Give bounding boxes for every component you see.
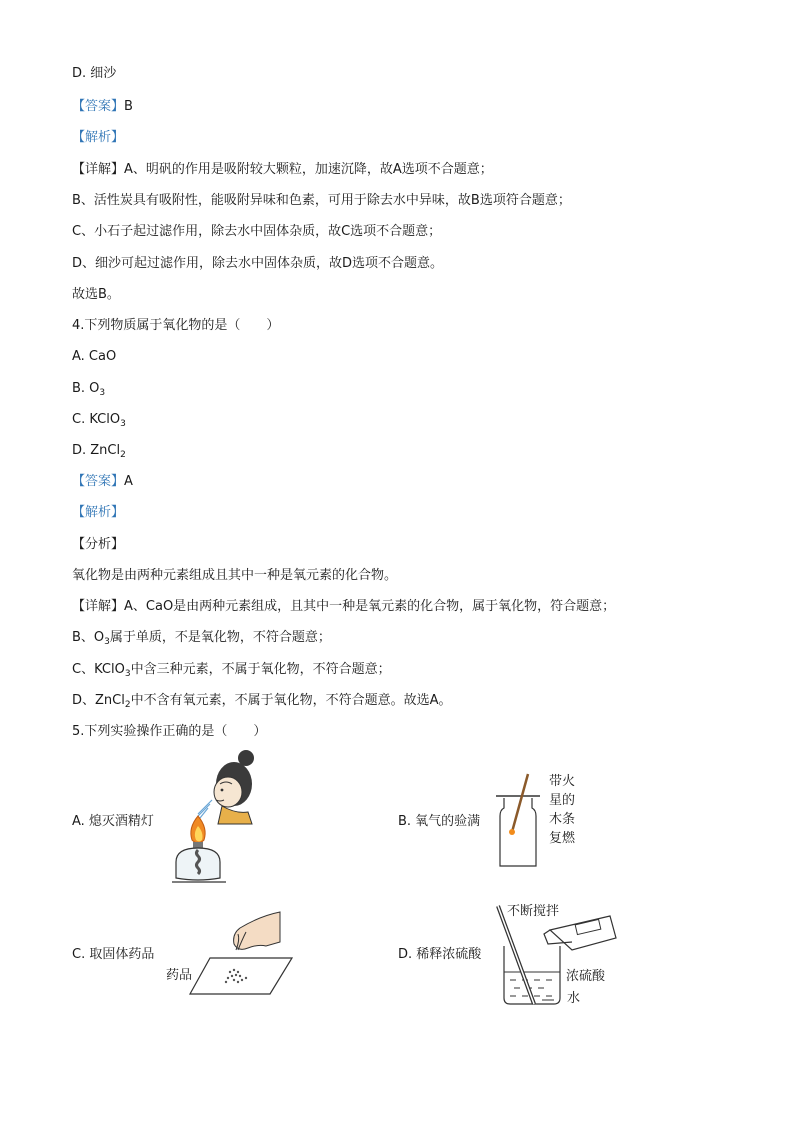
- q5-option-d: D. 稀释浓硫酸: [398, 947, 482, 962]
- answer-value: B: [124, 99, 133, 114]
- fig-b-label-1: 带火: [549, 774, 576, 789]
- detail-tag: 【详解】: [72, 599, 125, 614]
- q3-option-d: D. 细沙: [72, 66, 117, 81]
- q3-detail-b: B、活性炭具有吸附性，能吸附异味和色素，可用于除去水中异味，故B选项符合题意；: [72, 193, 571, 208]
- subscript: 2: [120, 450, 126, 460]
- q4-fenxi-tag: 【分析】: [72, 537, 125, 552]
- fig-b-label-2: 星的: [549, 793, 576, 808]
- q3-answer: [72, 97, 133, 117]
- q5-option-b: B. 氧气的验满: [398, 814, 481, 829]
- q4-option-d: [72, 441, 126, 461]
- q5-option-c: C. 取固体药品: [72, 947, 155, 962]
- q3-detail-d: D、细沙可起过滤作用，除去水中固体杂质，故D选项不合题意。: [72, 256, 444, 271]
- fig-d-acid-label: 浓硫酸: [566, 969, 606, 984]
- subscript: 3: [99, 388, 106, 398]
- option-text: D. ZnCl: [72, 443, 121, 458]
- fig-b-label-4: 复燃: [549, 831, 576, 846]
- option-text: C. KClO: [72, 412, 121, 427]
- q3-conclusion: 故选B。: [72, 287, 120, 302]
- q4-fenxi-text: 氧化物是由两种元素组成且其中一种是氧元素的化合物。: [72, 568, 398, 583]
- detail-tag: 【详解】: [72, 162, 125, 177]
- detail-text: D、ZnCl: [72, 693, 125, 708]
- q4-option-b: [72, 379, 105, 399]
- q4-detail-d: [72, 691, 452, 711]
- q4-analysis-tag: 【解析】: [72, 505, 125, 520]
- q4-detail-c: [72, 660, 391, 680]
- q5-option-a: A. 熄灭酒精灯: [72, 814, 154, 829]
- answer-tag: 【答案】: [72, 99, 125, 114]
- q4-option-c: [72, 410, 126, 430]
- fig-take-solid: [188, 910, 296, 998]
- detail-text: A、明矾的作用是吸附较大颗粒，加速沉降，故A选项不合题意；: [124, 162, 493, 177]
- q3-detail-c: C、小石子起过滤作用，除去水中固体杂质，故C选项不合题意；: [72, 224, 442, 239]
- fig-b-label-3: 木条: [549, 812, 576, 827]
- fig-oxygen-test: [490, 772, 546, 870]
- detail-text: 中含三种元素，不属于氧化物，不符合题意；: [130, 662, 391, 677]
- detail-text: B、O: [72, 630, 105, 645]
- detail-text: 属于单质，不是氧化物，不符合题意；: [109, 630, 331, 645]
- detail-text: 中不含有氧元素，不属于氧化物，不符合题意。故选A。: [130, 693, 452, 708]
- fig-d-stir-label: 不断搅拌: [507, 904, 560, 919]
- subscript: 3: [104, 637, 110, 647]
- subscript: 3: [120, 419, 126, 429]
- answer-value: A: [124, 474, 133, 489]
- q4-answer: [72, 472, 133, 492]
- fig-d-water-label: 水: [567, 991, 581, 1006]
- answer-tag: 【答案】: [72, 474, 125, 489]
- q4-detail-b: [72, 628, 331, 648]
- detail-text: C、KClO: [72, 662, 125, 677]
- detail-text: A、CaO是由两种元素组成，且其中一种是氧元素的化合物，属于氧化物，符合题意；: [124, 599, 616, 614]
- q4-stem: 4.下列物质属于氧化物的是（ ）: [72, 318, 280, 333]
- q3-analysis-tag: 【解析】: [72, 130, 125, 145]
- q4-detail-a: [72, 597, 615, 617]
- subscript: 2: [124, 700, 131, 710]
- fig-blow-out-lamp: [162, 748, 262, 890]
- q3-detail-a: [72, 160, 493, 180]
- q4-option-a: A. CaO: [72, 349, 117, 364]
- subscript: 3: [124, 669, 131, 679]
- option-text: B. O: [72, 381, 100, 396]
- fig-c-label: 药品: [166, 968, 193, 983]
- q5-stem: 5.下列实验操作正确的是（ ）: [72, 724, 267, 739]
